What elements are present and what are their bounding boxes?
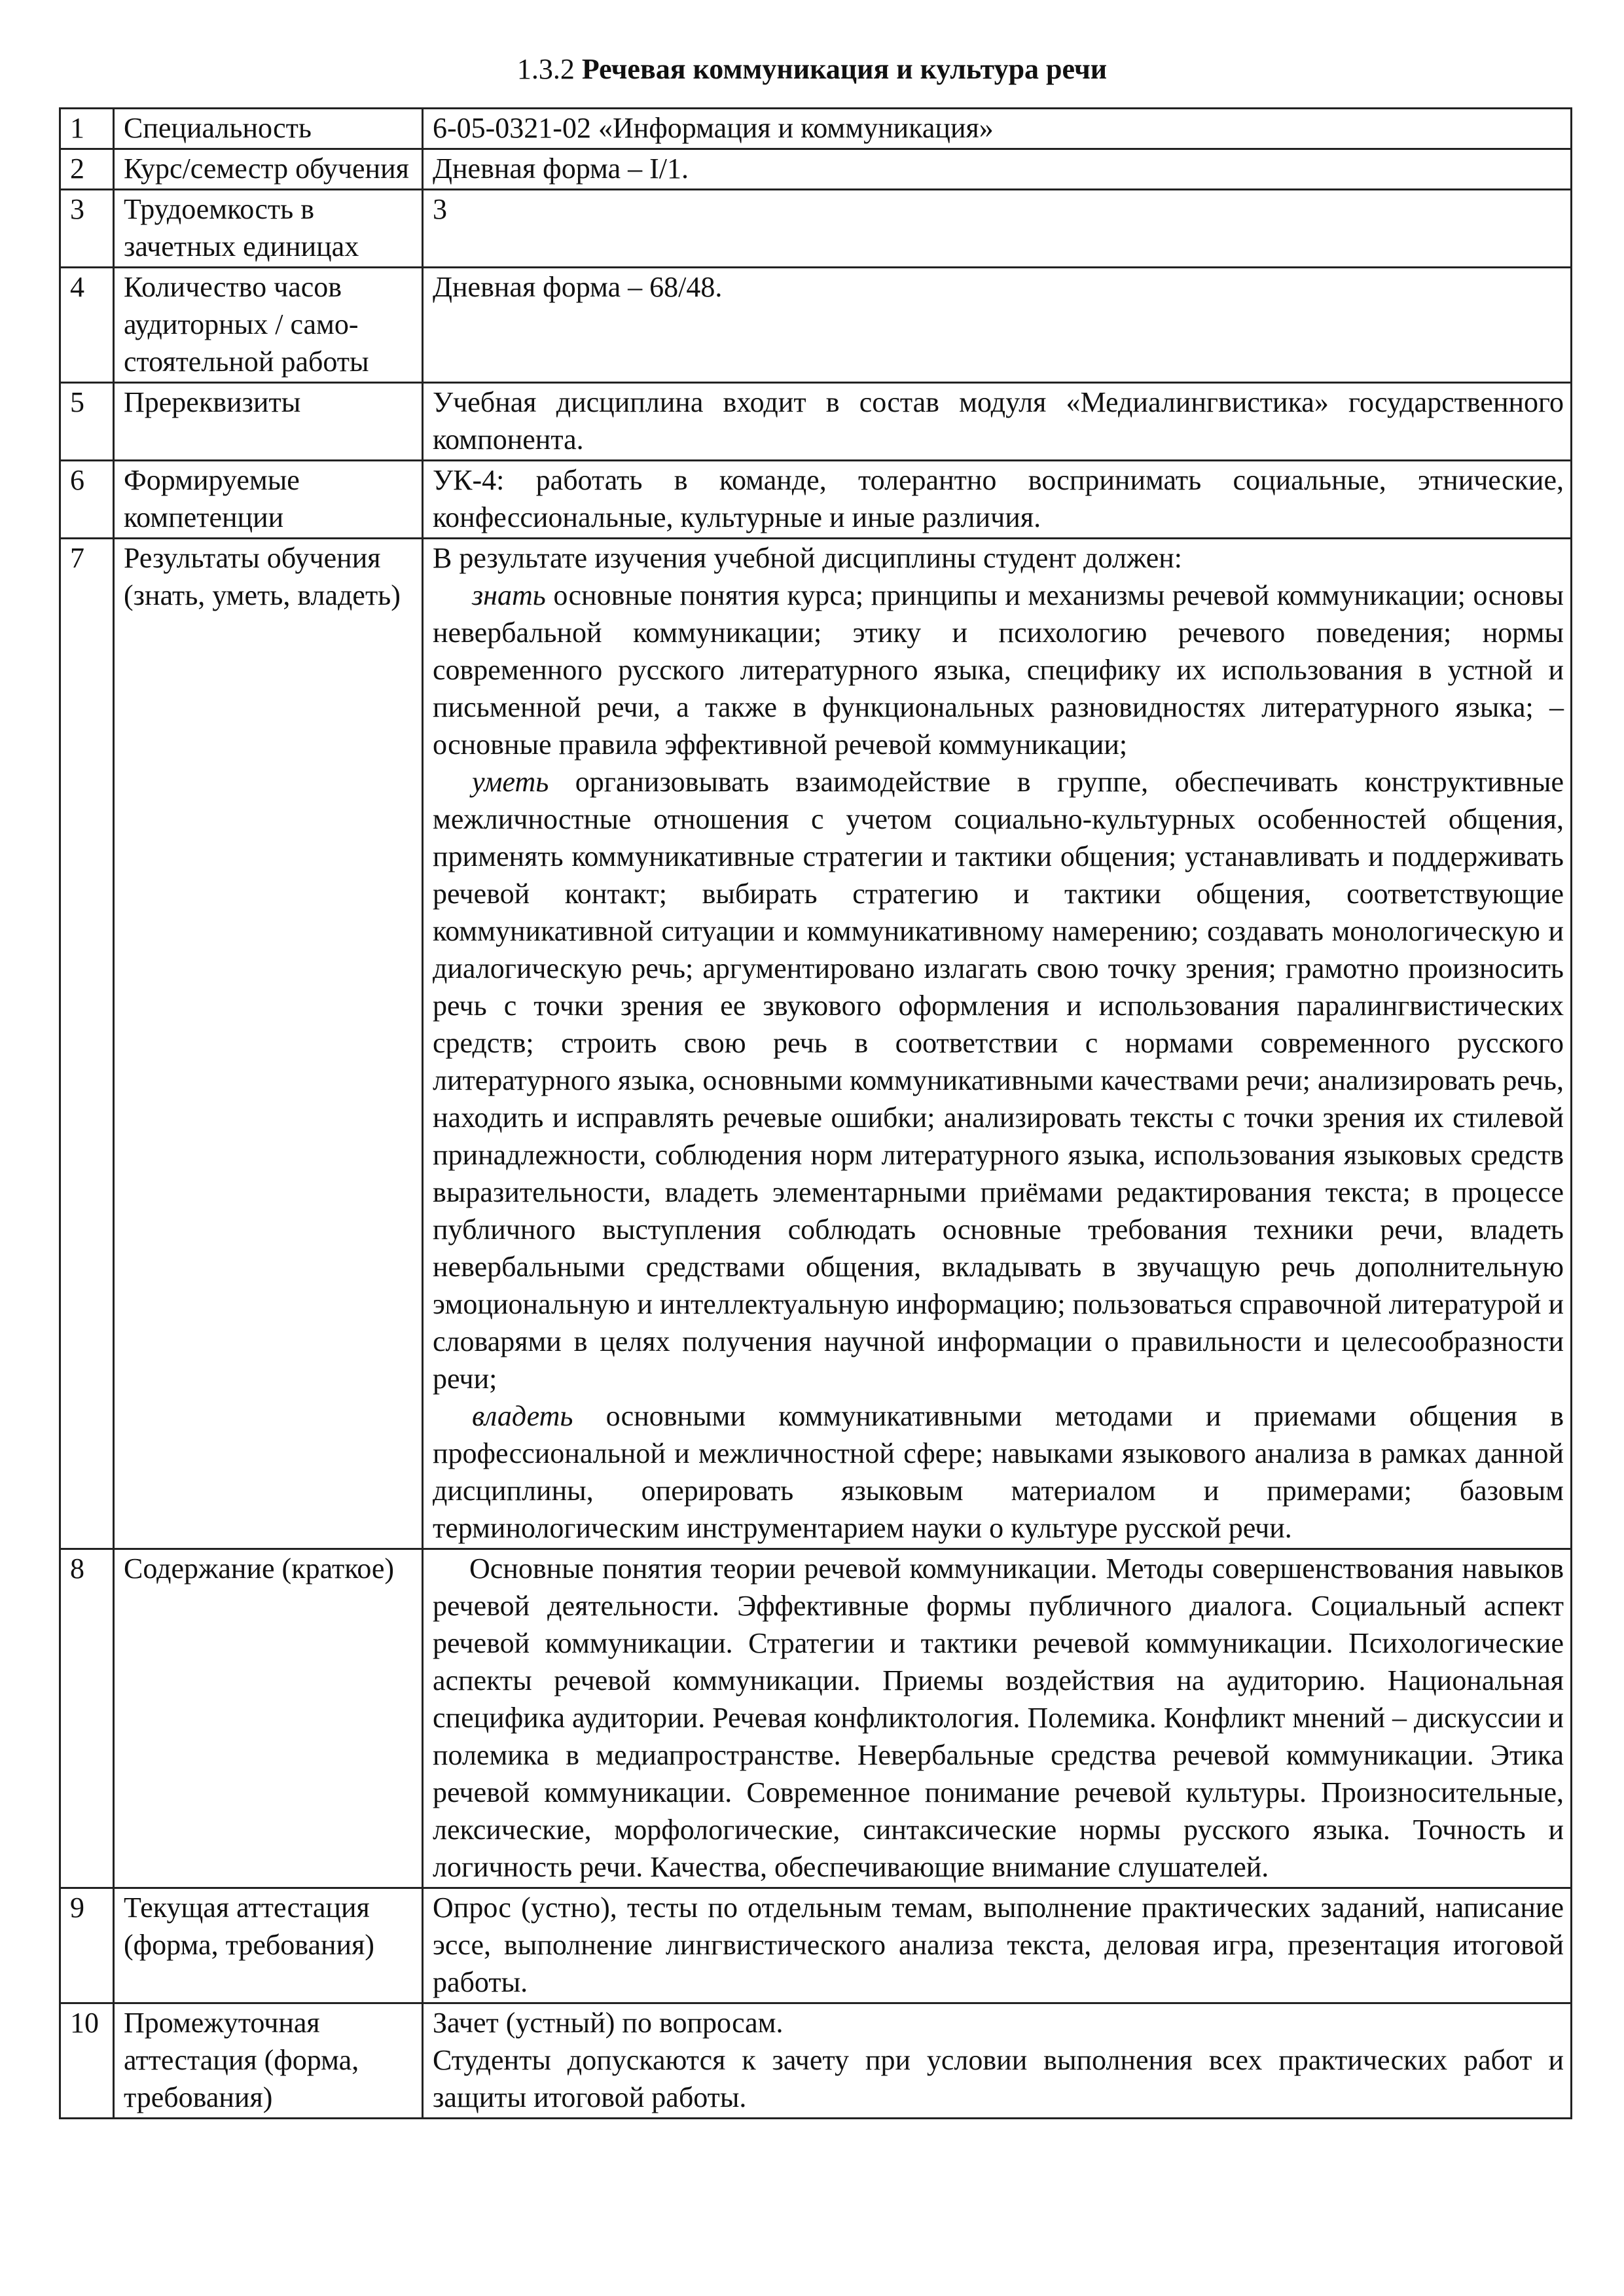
row-value: УК-4: работать в команде, толерантно воспринимать социальные, этнические, конфессиональные, культурные и иные различия. bbox=[423, 461, 1572, 539]
row-number: 7 bbox=[60, 539, 114, 1549]
table-row bbox=[60, 149, 1572, 190]
row-label: Пререквизиты bbox=[114, 383, 423, 461]
row-label: Специальность bbox=[114, 109, 423, 149]
row-value: 6-05-0321-02 «Информация и коммуникация» bbox=[423, 109, 1572, 149]
row-number: 3 bbox=[60, 190, 114, 268]
table-row bbox=[60, 268, 1572, 383]
row-number: 9 bbox=[60, 1888, 114, 2003]
exam-line-2: Студенты допускаются к зачету при условии выполнения всех практических работ и защиты итоговой работы. bbox=[433, 2044, 1564, 2113]
heading-title: Речевая коммуникация и культура речи bbox=[581, 53, 1108, 85]
discipline-table bbox=[59, 107, 1572, 2119]
content-text: Основные понятия теории речевой коммуникации. Методы совершенствования навыков речевой деятельности. Эффективные формы публичного диалога. Социальный аспект речевой коммуникации. Стратегии и тактики речевой коммуникации. Психологические аспекты речевой коммуникации. Приемы воздействия на аудиторию. Национальная специфика аудитории. Речевая конфликтология. Полемика. Конфликт мнений – дискуссии и полемика в медиапространстве. Невербальные средства речевой коммуникации. Этика речевой коммуникации. Современное понимание речевой культуры. Произносительные, лексические, морфологические, синтаксические нормы русского языка. Точность и логичность речи. Качества, обеспечивающие внимание слушателей. bbox=[433, 1552, 1564, 1883]
exam-line-1: Зачет (устный) по вопросам. bbox=[433, 2007, 784, 2039]
know-term: знать bbox=[472, 579, 546, 611]
table-row bbox=[60, 190, 1572, 268]
table-row bbox=[60, 109, 1572, 149]
row-value: Дневная форма – I/1. bbox=[423, 149, 1572, 190]
heading-number: 1.3.2 bbox=[516, 53, 575, 85]
row-label: Содержание (краткое) bbox=[114, 1549, 423, 1888]
row-number: 10 bbox=[60, 2003, 114, 2119]
row-label: Текущая аттестация (форма, требования) bbox=[114, 1888, 423, 2003]
table-row bbox=[60, 539, 1572, 1549]
know-text: основные понятия курса; принципы и механизмы речевой коммуникации; основы невербальной коммуникации; этику и психологию речевого поведения; нормы современного русского литературного языка, специфику их использования в устной и письменной речи, а также в функциональных разновидностях литературного языка; – основные правила эффективной речевой коммуникации; bbox=[433, 579, 1564, 761]
row-number: 6 bbox=[60, 461, 114, 539]
can-text: организовывать взаимодействие в группе, обеспечивать конструктивные межличностные отношения с учетом социально-культурных особенностей общения, применять коммуникативные стратегии и тактики общения; устанавливать и поддерживать речевой контакт; выбирать стратегию и тактики общения, соответствующие коммуникативной ситуации и коммуникативному намерению; создавать монологическую и диалогическую речь; аргументировано излагать свою точку зрения; грамотно произносить речь с точки зрения ее звукового оформления и использования паралингвистических средств; строить свою речь в соответствии с нормами современного русского литературного языка, основными коммуникативными качествами речи; анализировать речь, находить и исправлять речевые ошибки; анализировать тексты с точки зрения их стилевой принадлежности, соблюдения норм литературного языка, использования языковых средств выразительности, владеть элементарными приёмами редактирования текста; в процессе публичного выступления соблюдать основные требования техники речи, владеть невербальными средствами общения, вкладывать в звучащую речь дополнительную эмоциональную и интеллектуальную информацию; пользоваться справочной литературой и словарями в целях получения научной информации о правильности и целесообразности речи; bbox=[433, 766, 1564, 1395]
row-value: Опрос (устно), тесты по отдельным темам, выполнение практических заданий, написание эссе, выполнение лингвистического анализа текста, деловая игра, презентация итоговой работы. bbox=[423, 1888, 1572, 2003]
table-row bbox=[60, 1549, 1572, 1888]
row-value: 3 bbox=[423, 190, 1572, 268]
row-label: Трудоемкость в зачетных единицах bbox=[114, 190, 423, 268]
row-label: Промежуточная аттестация (форма, требования) bbox=[114, 2003, 423, 2119]
table-row bbox=[60, 1888, 1572, 2003]
can-term: уметь bbox=[472, 766, 549, 798]
row-label: Курс/семестр обучения bbox=[114, 149, 423, 190]
results-know bbox=[433, 577, 1564, 763]
table-row bbox=[60, 383, 1572, 461]
results-own bbox=[433, 1397, 1564, 1547]
row-value bbox=[423, 2003, 1572, 2119]
own-text: основными коммуникативными методами и приемами общения в профессиональной и межличностной сфере; навыками языкового анализа в рамках данной дисциплины, оперировать языковым материалом и примерами; базовым терминологическим инструментарием науки о культуре русской речи. bbox=[433, 1400, 1564, 1544]
results-can bbox=[433, 763, 1564, 1397]
own-term: владеть bbox=[472, 1400, 573, 1432]
row-label: Результаты обучения (знать, уметь, владеть) bbox=[114, 539, 423, 1549]
row-number: 2 bbox=[60, 149, 114, 190]
row-number: 5 bbox=[60, 383, 114, 461]
table-row bbox=[60, 2003, 1572, 2119]
results-intro: В результате изучения учебной дисциплины студент должен: bbox=[433, 542, 1183, 574]
row-number: 8 bbox=[60, 1549, 114, 1888]
row-label: Формируемые компетенции bbox=[114, 461, 423, 539]
row-number: 4 bbox=[60, 268, 114, 383]
row-value bbox=[423, 1549, 1572, 1888]
row-value: Дневная форма – 68/48. bbox=[423, 268, 1572, 383]
table-row bbox=[60, 461, 1572, 539]
row-value: Учебная дисциплина входит в состав модуля «Медиалингвистика» государственного компонента. bbox=[423, 383, 1572, 461]
row-number: 1 bbox=[60, 109, 114, 149]
row-value bbox=[423, 539, 1572, 1549]
row-label: Количество часов аудиторных / само-стоятельной работы bbox=[114, 268, 423, 383]
document-heading bbox=[0, 51, 1624, 88]
